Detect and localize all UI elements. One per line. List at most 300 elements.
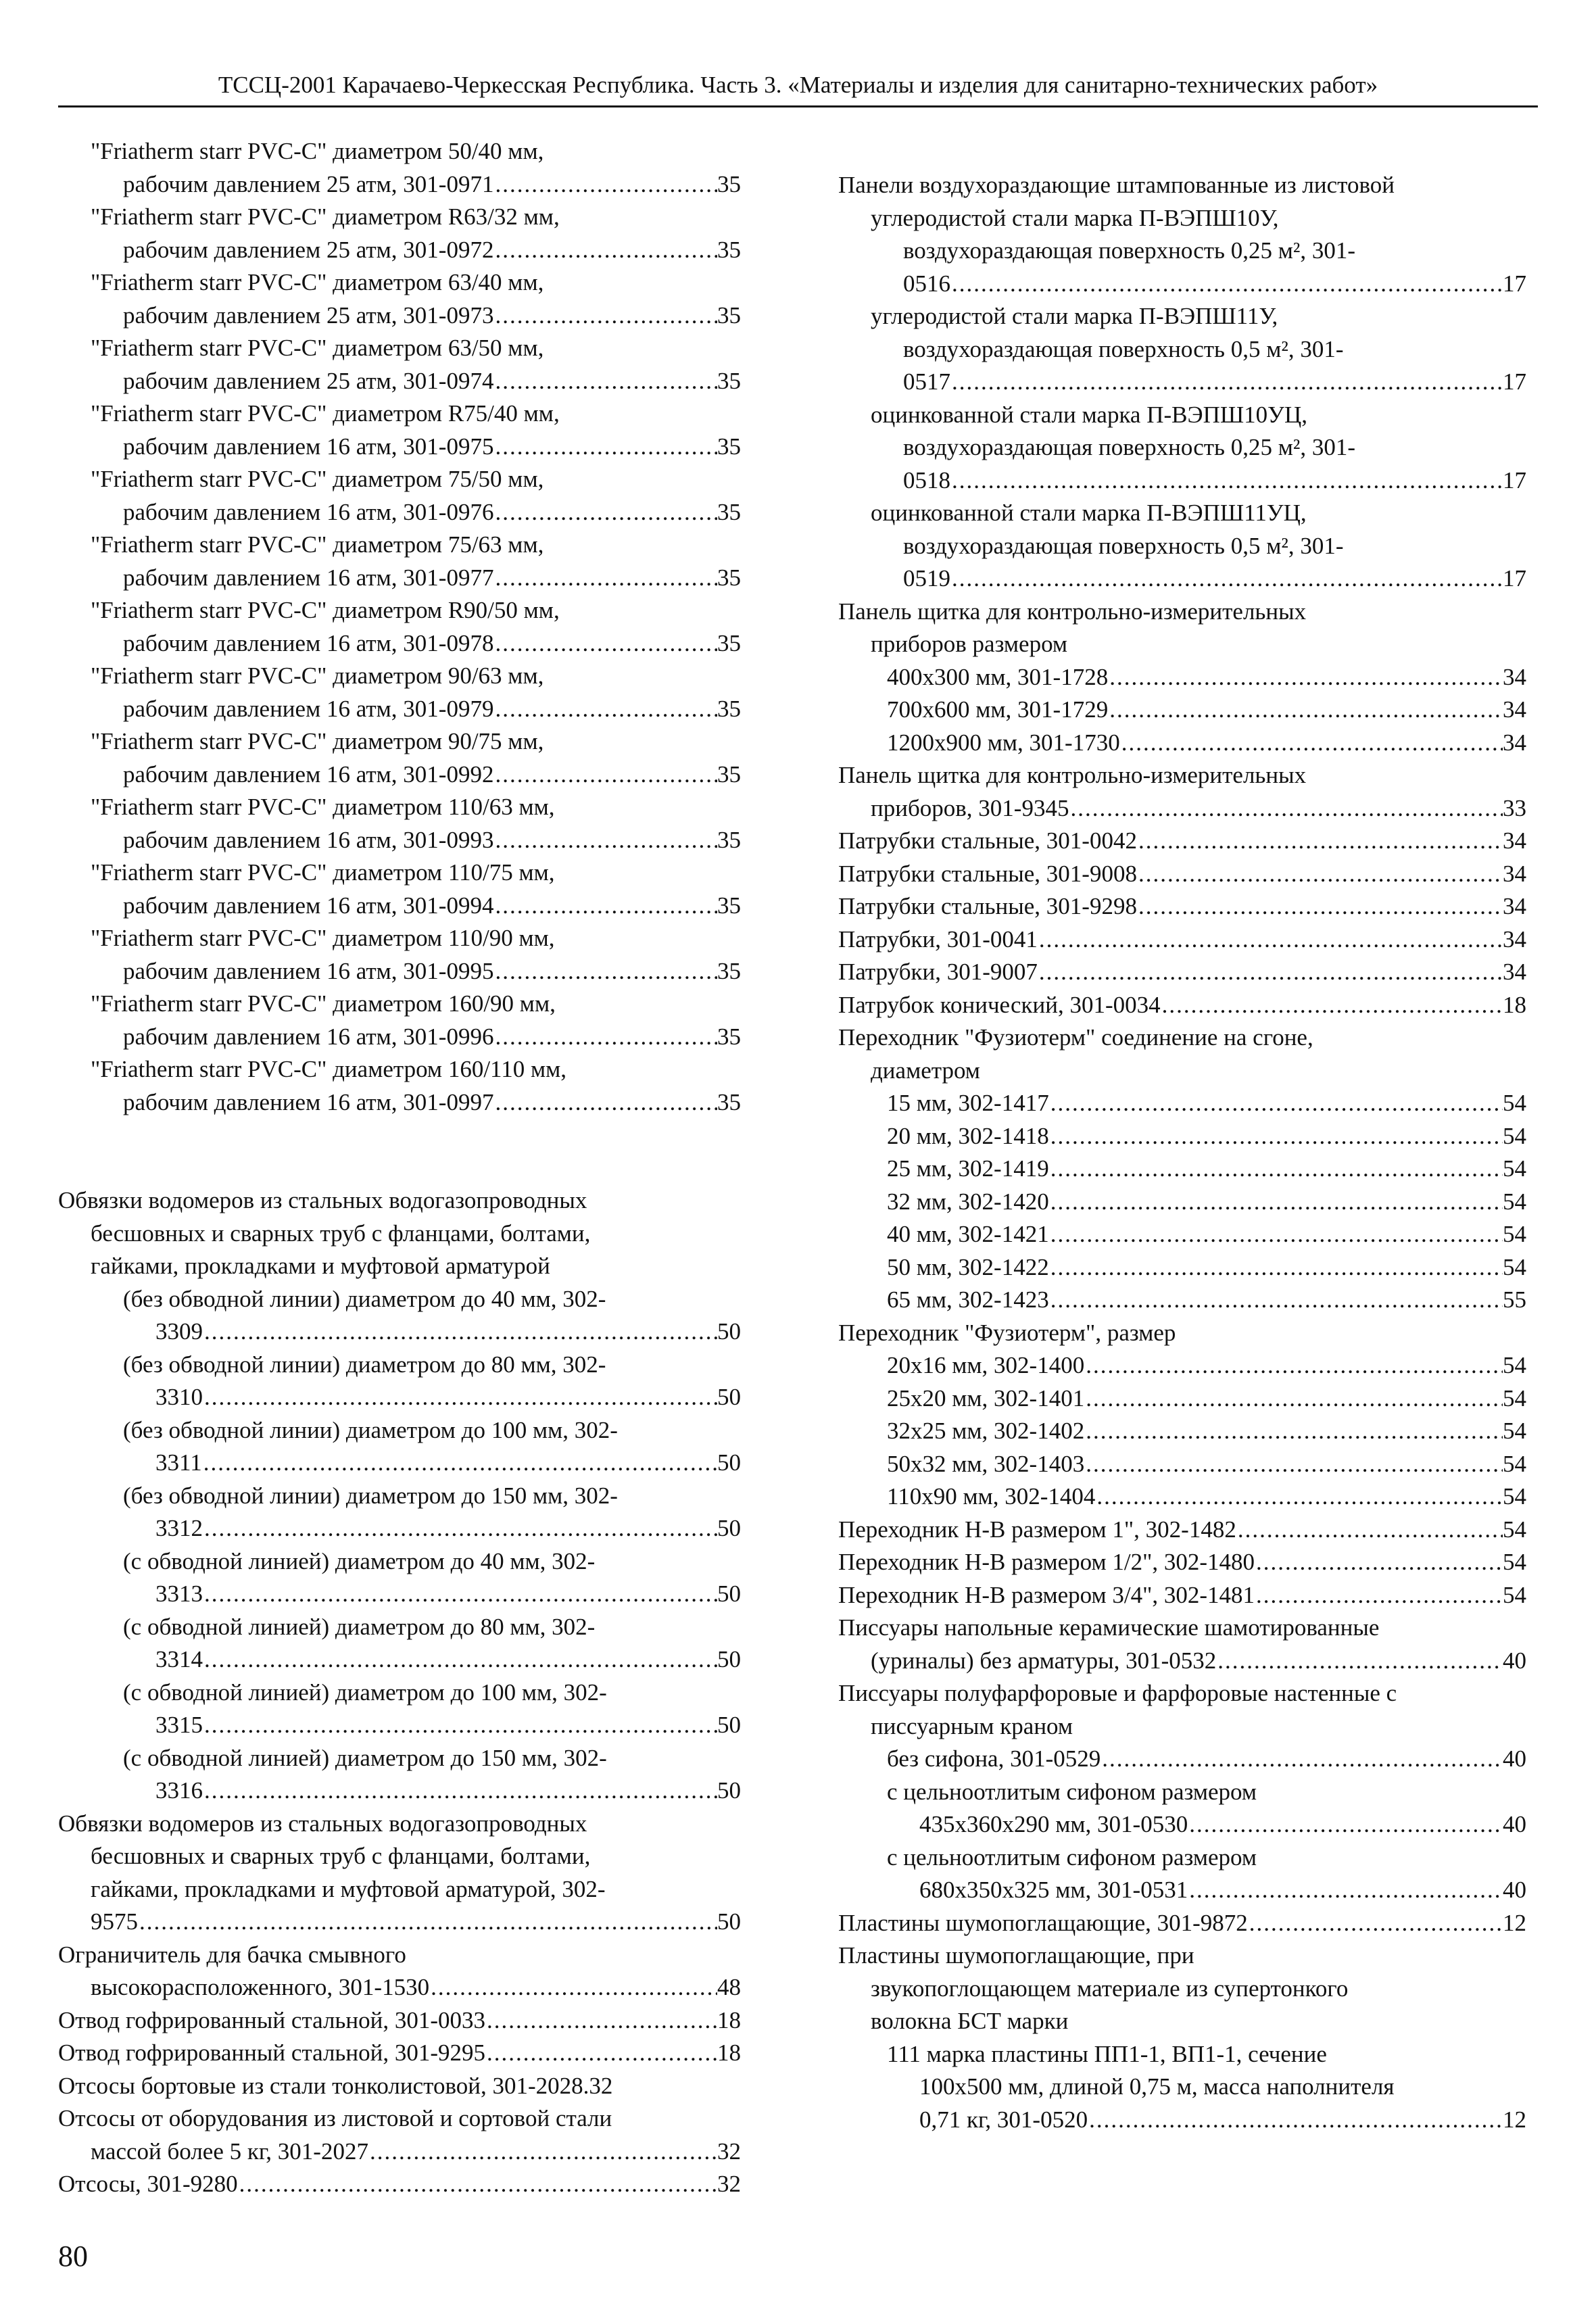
page-number: 80 [58,2240,88,2273]
index-entry [838,727,1526,760]
entry-text: Панели воздухораздающие штампованные из листовой [838,172,1395,198]
entry-text: "Friatherm starr PVC-C" диаметром 50/40 мм, [91,138,544,164]
index-entry [58,1349,741,1382]
entry-page-number: 54 [1503,1516,1526,1543]
index-entry [838,1776,1526,1809]
entry-page-number: 50 [717,1646,741,1672]
entry-page-number: 35 [717,629,741,656]
entry-page-number: 12 [1503,2106,1526,2133]
entry-page-number: 54 [1503,1581,1526,1608]
entry-text: 3313 [155,1581,203,1607]
index-entry [58,1053,741,1086]
index-entry [58,1808,741,1841]
index-entry [58,1152,741,1185]
entry-text: "Friatherm starr PVC-C" диаметром 63/40 мм, [91,269,544,295]
index-entry [58,1414,741,1447]
entry-page-number: 35 [717,236,741,263]
dot-leader [1088,2104,1503,2137]
entry-text: Отвод гофрированный стальной, 301-9295 [58,2040,485,2066]
dot-leader [1049,1186,1503,1219]
index-entry [58,463,741,496]
entry-page-number: 17 [1503,565,1526,592]
index-entry [58,2102,741,2136]
index-entry [838,1973,1526,2006]
entry-page-number: 40 [1503,1745,1526,1772]
entry-text: "Friatherm starr PVC-C" диаметром 75/63 мм, [91,531,544,558]
entry-page-number: 34 [1503,925,1526,952]
entry-text: Ограничитель для бачка смывного [58,1941,406,1968]
index-entry [838,956,1526,989]
index-entry [58,594,741,627]
index-entry [58,1971,741,2004]
entry-text: диаметром [871,1057,980,1084]
entry-text: 40 мм, 302-1421 [887,1221,1049,1247]
dot-leader [1084,1349,1503,1382]
dot-leader [493,955,717,988]
index-entry [58,1480,741,1513]
entry-page-number: 34 [1503,893,1526,919]
index-entry [58,955,741,988]
entry-text: Пластины шумопоглащающие, 301-9872 [838,1909,1248,1936]
entry-text: 100x500 мм, длиной 0,75 м, масса наполнителя [919,2073,1395,2100]
dot-leader [1049,1284,1503,1317]
entry-text: "Friatherm starr PVC-C" диаметром 90/75 мм, [91,728,544,754]
entry-text: высокорасположенного, 301-1530 [91,1974,430,2000]
entry-text: 400x300 мм, 301-1728 [887,663,1109,690]
entry-page-number: 40 [1503,1647,1526,1674]
index-entry [58,758,741,792]
entry-page-number: 54 [1503,1253,1526,1280]
entry-page-number: 35 [717,301,741,329]
dot-leader [203,1381,717,1414]
entry-text: Отвод гофрированный стальной, 301-0033 [58,2006,485,2033]
index-entry [58,135,741,168]
entry-page-number: 17 [1503,270,1526,297]
index-entry [58,922,741,955]
entry-text: 25x20 мм, 302-1401 [887,1384,1085,1412]
dot-leader [1038,956,1503,989]
entry-page-number: 54 [1503,1483,1526,1510]
entry-text: рабочим давлением 16 атм, 301-0995 [123,957,494,984]
entry-text: "Friatherm starr PVC-C" диаметром 110/75 мм, [91,859,555,886]
dot-leader [1108,661,1503,694]
entry-page-number: 50 [717,1908,741,1935]
index-entry [58,299,741,333]
dot-leader [950,562,1503,596]
dot-leader [202,1447,717,1480]
index-entry [838,1907,1526,1940]
dot-leader [1236,1514,1503,1547]
index-entry [838,497,1526,530]
entry-page-number: 54 [1503,1188,1526,1215]
dot-leader [1188,1808,1503,1841]
entry-text: 0518 [903,466,950,493]
entry-page-number: 50 [717,1777,741,1804]
index-entry [838,1939,1526,1973]
index-entry [838,628,1526,661]
entry-text: 3311 [155,1449,202,1476]
dot-leader [1137,825,1503,858]
index-entry [58,168,741,201]
index-entry [838,366,1526,399]
dot-leader [493,299,717,333]
index-entry [58,1578,741,1611]
index-entry [838,1710,1526,1743]
dot-leader [1188,1874,1503,1907]
entry-text: (с обводной линией) диаметром до 100 мм, 302- [123,1679,607,1706]
entry-page-number: 50 [717,1318,741,1345]
entry-page-number: 17 [1503,466,1526,493]
index-entry [58,2037,741,2070]
index-entry [838,268,1526,301]
entry-page-number: 33 [1503,794,1526,821]
entry-text: Патрубки стальные, 301-9298 [838,893,1137,919]
entry-text: (без обводной линии) диаметром до 150 мм, 302- [123,1482,618,1509]
entry-text: Отсосы от оборудования из листовой и сортовой стали [58,2105,612,2131]
index-entry [58,988,741,1021]
entry-page-number: 35 [717,826,741,853]
entry-text: рабочим давлением 16 атм, 301-0978 [123,629,494,656]
index-entry [838,1120,1526,1153]
entry-text: массой более 5 кг, 301-2027 [91,2138,368,2165]
entry-text: "Friatherm starr PVC-C" диаметром 63/50 мм, [91,335,544,361]
entry-text: Патрубок конический, 301-0034 [838,991,1161,1018]
entry-page-number: 40 [1503,1811,1526,1837]
entry-page-number: 55 [1503,1286,1526,1313]
index-entry [58,1316,741,1349]
entry-text: (с обводной линией) диаметром до 80 мм, 302- [123,1613,596,1640]
entry-text: Патрубки, 301-9007 [838,959,1038,985]
index-entry [58,1545,741,1578]
entry-text: с цельноотлитым сифоном размером [887,1843,1257,1871]
entry-text: волокна БСТ марки [871,2008,1069,2034]
index-entry [838,1021,1526,1055]
dot-leader [493,562,717,595]
entry-text: Переходник Н-В размером 3/4", 302-1481 [838,1581,1255,1608]
dot-leader [203,1512,717,1545]
entry-text: 20x16 мм, 302-1400 [887,1352,1085,1378]
index-entry [58,266,741,299]
entry-page-number: 32 [717,2171,741,2197]
entry-text: 0,71 кг, 301-0520 [919,2106,1088,2133]
entry-page-number: 50 [717,1515,741,1541]
dot-leader [493,627,717,660]
dot-leader [1049,1218,1503,1251]
dot-leader [485,2004,717,2037]
index-entry [838,235,1526,268]
dot-leader [493,1021,717,1054]
entry-text: рабочим давлением 16 атм, 301-0976 [123,498,494,525]
index-entry [58,1086,741,1119]
dot-leader [493,693,717,726]
dot-leader [368,2136,717,2169]
dot-leader [138,1906,717,1939]
entry-text: 3314 [155,1646,203,1672]
entry-text: оцинкованной стали марка П-ВЭПШ10УЦ, [871,401,1307,428]
dot-leader [203,1316,717,1349]
entry-text: углеродистой стали марка П-ВЭПШ10У, [871,204,1279,231]
index-entry [58,397,741,431]
index-entry [838,759,1526,792]
index-entry [58,660,741,693]
dot-leader [1137,890,1503,923]
entry-text: 111 марка пластины ПП1-1, ВП1-1, сечение [887,2040,1327,2067]
entry-text: "Friatherm starr PVC-C" диаметром R90/50 мм, [91,597,560,623]
entry-page-number: 35 [717,170,741,197]
index-entry [838,1874,1526,1907]
entry-page-number: 35 [717,498,741,525]
entry-page-number: 54 [1503,1549,1526,1575]
index-entry [838,2104,1526,2137]
entry-text: "Friatherm starr PVC-C" диаметром 110/63 мм, [91,794,555,820]
index-entry [838,1514,1526,1547]
dot-leader [1049,1153,1503,1186]
index-entry [838,858,1526,891]
entry-text: 32x25 мм, 302-1402 [887,1418,1085,1444]
dot-leader [1101,1743,1503,1776]
entry-page-number: 40 [1503,1877,1526,1903]
entry-text: Переходник "Фузиотерм", размер [838,1319,1176,1346]
dot-leader [1049,1251,1503,1284]
index-entry [838,1808,1526,1841]
entry-page-number: 35 [717,1023,741,1050]
entry-text: Патрубки стальные, 301-0042 [838,827,1137,854]
entry-page-number: 34 [1503,860,1526,887]
entry-text: 50x32 мм, 302-1403 [887,1450,1085,1477]
index-entry [838,1579,1526,1612]
entry-page-number: 35 [717,564,741,591]
dot-leader [1108,694,1503,727]
entry-page-number: 18 [717,2040,741,2066]
entry-text: 32 мм, 302-1420 [887,1188,1049,1215]
entry-page-number: 35 [717,433,741,460]
entry-page-number: 12 [1503,1909,1526,1936]
entry-page-number: 35 [717,957,741,984]
entry-text: 3310 [155,1384,203,1410]
index-entry [58,2004,741,2037]
entry-text: Писсуары напольные керамические шамотированные [838,1614,1380,1641]
dot-leader [485,2037,717,2070]
entry-text: Патрубки, 301-0041 [838,925,1038,952]
index-entry [58,1250,741,1283]
entry-text: 3309 [155,1318,203,1345]
entry-page-number: 34 [1503,827,1526,854]
index-entry [58,725,741,758]
entry-page-number: 50 [717,1449,741,1476]
entry-text: Переходник Н-В размером 1/2", 302-1480 [838,1549,1255,1575]
index-entry [838,1186,1526,1219]
index-entry [58,857,741,890]
entry-page-number: 34 [1503,729,1526,756]
entry-page-number: 54 [1503,1418,1526,1444]
index-entry [838,1382,1526,1416]
index-entry [58,693,741,726]
entry-text: (уриналы) без арматуры, 301-0532 [871,1647,1217,1674]
dot-leader [1248,1907,1503,1940]
dot-leader [1137,858,1503,891]
entry-page-number: 18 [1503,991,1526,1018]
dot-leader [1120,727,1503,760]
entry-text: Обвязки водомеров из стальных водогазопроводных [58,1810,587,1837]
entry-page-number: 54 [1503,1352,1526,1378]
index-entry [838,1677,1526,1710]
entry-text: рабочим давлением 16 атм, 301-0975 [123,433,494,460]
index-entry [58,1709,741,1742]
index-entry [58,2168,741,2201]
entry-text: Обвязки водомеров из стальных водогазопроводных [58,1187,587,1213]
index-entry [58,1611,741,1644]
dot-leader [1049,1120,1503,1153]
dot-leader [1095,1480,1503,1514]
entry-page-number: 54 [1503,1122,1526,1149]
entry-page-number: 54 [1503,1155,1526,1182]
index-entry [838,1055,1526,1088]
dot-leader [1038,923,1503,957]
entry-text: с цельноотлитым сифоном размером [887,1778,1257,1805]
index-entry [58,824,741,857]
entry-page-number: 17 [1503,368,1526,395]
dot-leader [493,365,717,398]
dot-leader [1216,1645,1503,1678]
index-entry [58,1840,741,1873]
dot-leader [493,758,717,792]
entry-text: 3316 [155,1777,203,1804]
entry-text: 3315 [155,1712,203,1738]
entry-page-number: 35 [717,1088,741,1115]
entry-text: приборов, 301-9345 [871,794,1069,821]
entry-text: Патрубки стальные, 301-9008 [838,860,1137,887]
index-entry [838,1415,1526,1448]
dot-leader [238,2168,717,2201]
index-entry [838,989,1526,1022]
index-entry [838,1546,1526,1579]
index-entry [838,169,1526,202]
index-entry [58,2136,741,2169]
entry-text: (без обводной линии) диаметром до 40 мм, 302- [123,1285,606,1312]
index-entry [838,825,1526,858]
dot-leader [203,1578,717,1611]
entry-page-number: 54 [1503,1384,1526,1412]
index-entry [58,234,741,267]
index-entry [838,1284,1526,1317]
entry-text: рабочим давлением 16 атм, 301-0997 [123,1088,494,1115]
entry-text: 1200x900 мм, 301-1730 [887,729,1120,756]
index-entry [838,431,1526,464]
index-entry [838,562,1526,596]
index-entry [58,2070,741,2103]
entry-page-number: 32 [717,2138,741,2165]
entry-text: 9575 [91,1908,138,1935]
index-entry [58,1512,741,1545]
entry-page-number: 50 [717,1384,741,1410]
entry-text: рабочим давлением 16 атм, 301-0992 [123,761,494,788]
entry-text: рабочим давлением 16 атм, 301-0977 [123,564,494,591]
entry-text: приборов размером [871,631,1068,657]
dot-leader [1255,1579,1503,1612]
entry-text: Переходник "Фузиотерм" соединение на сгоне, [838,1024,1313,1051]
index-entry [58,1643,741,1676]
entry-page-number: 35 [717,761,741,788]
index-entry [58,562,741,595]
dot-leader [493,234,717,267]
index-entry [838,399,1526,432]
entry-text: 0516 [903,270,950,297]
index-entry [58,1021,741,1054]
entry-text: 50 мм, 302-1422 [887,1253,1049,1280]
index-entry [838,300,1526,333]
dot-leader [1069,792,1503,825]
entry-text: "Friatherm starr PVC-C" диаметром 90/63 мм, [91,662,544,689]
entry-text: бесшовных и сварных труб с фланцами, болтами, [91,1220,591,1247]
entry-text: воздухораздающая поверхность 0,5 м², 301- [903,532,1344,559]
dot-leader [493,431,717,464]
dot-leader [493,496,717,529]
entry-text: Переходник Н-В размером 1", 302-1482 [838,1516,1236,1543]
index-entry [838,2038,1526,2071]
entry-text: Отсосы бортовые из стали тонколистовой, 301-2028.32 [58,2072,613,2099]
entry-text: воздухораздающая поверхность 0,25 м², 301- [903,237,1356,264]
entry-text: бесшовных и сварных труб с фланцами, болтами, [91,1843,591,1869]
dot-leader [950,464,1503,498]
index-entry [838,1251,1526,1284]
entry-text: воздухораздающая поверхность 0,25 м², 301- [903,434,1356,460]
index-entry [838,596,1526,629]
entry-text: 0517 [903,368,950,395]
index-entry [838,2071,1526,2104]
dot-leader [1084,1382,1503,1416]
entry-text: "Friatherm starr PVC-C" диаметром R75/40 мм, [91,400,560,427]
entry-text: 15 мм, 302-1417 [887,1090,1049,1116]
index-entry [838,1349,1526,1382]
entry-text: 700x600 мм, 301-1729 [887,696,1109,723]
index-entry [58,529,741,562]
entry-text: (с обводной линией) диаметром до 40 мм, 302- [123,1547,596,1574]
index-entry [58,1283,741,1316]
entry-text: 110x90 мм, 302-1404 [887,1483,1096,1510]
entry-page-number: 34 [1503,696,1526,723]
dot-leader [203,1643,717,1676]
entry-page-number: 54 [1503,1090,1526,1116]
entry-text: воздухораздающая поверхность 0,5 м², 301- [903,335,1344,362]
index-entry [58,1742,741,1775]
dot-leader [950,268,1503,301]
index-entry [838,1317,1526,1350]
entry-text: оцинкованной стали марка П-ВЭПШ11УЦ, [871,500,1307,526]
entry-text: 20 мм, 302-1418 [887,1122,1049,1149]
entry-page-number: 34 [1503,959,1526,985]
index-entry [58,431,741,464]
running-header: ТССЦ-2001 Карачаево-Черкесская Республика. Часть 3. «Материалы и изделия для санитарно-технических работ» [58,65,1538,107]
index-entry [838,2005,1526,2038]
entry-text: без сифона, 301-0529 [887,1745,1101,1772]
entry-text: рабочим давлением 16 атм, 301-0996 [123,1023,494,1050]
entry-text: (с обводной линией) диаметром до 150 мм, 302- [123,1744,607,1771]
index-entry [58,1873,741,1906]
dot-leader [493,168,717,201]
index-entry [58,332,741,365]
entry-text: углеродистой стали марка П-ВЭПШ11У, [871,303,1278,329]
dot-leader [493,1086,717,1119]
entry-page-number: 48 [717,1974,741,2000]
entry-text: рабочим давлением 25 атм, 301-0972 [123,236,494,263]
entry-text: "Friatherm starr PVC-C" диаметром R63/32 мм, [91,203,560,230]
index-entry [838,694,1526,727]
index-entry [58,1939,741,1972]
entry-text: рабочим давлением 25 атм, 301-0971 [123,170,494,197]
index-entry [58,1447,741,1480]
index-entry [838,1612,1526,1645]
index-entry [838,1218,1526,1251]
